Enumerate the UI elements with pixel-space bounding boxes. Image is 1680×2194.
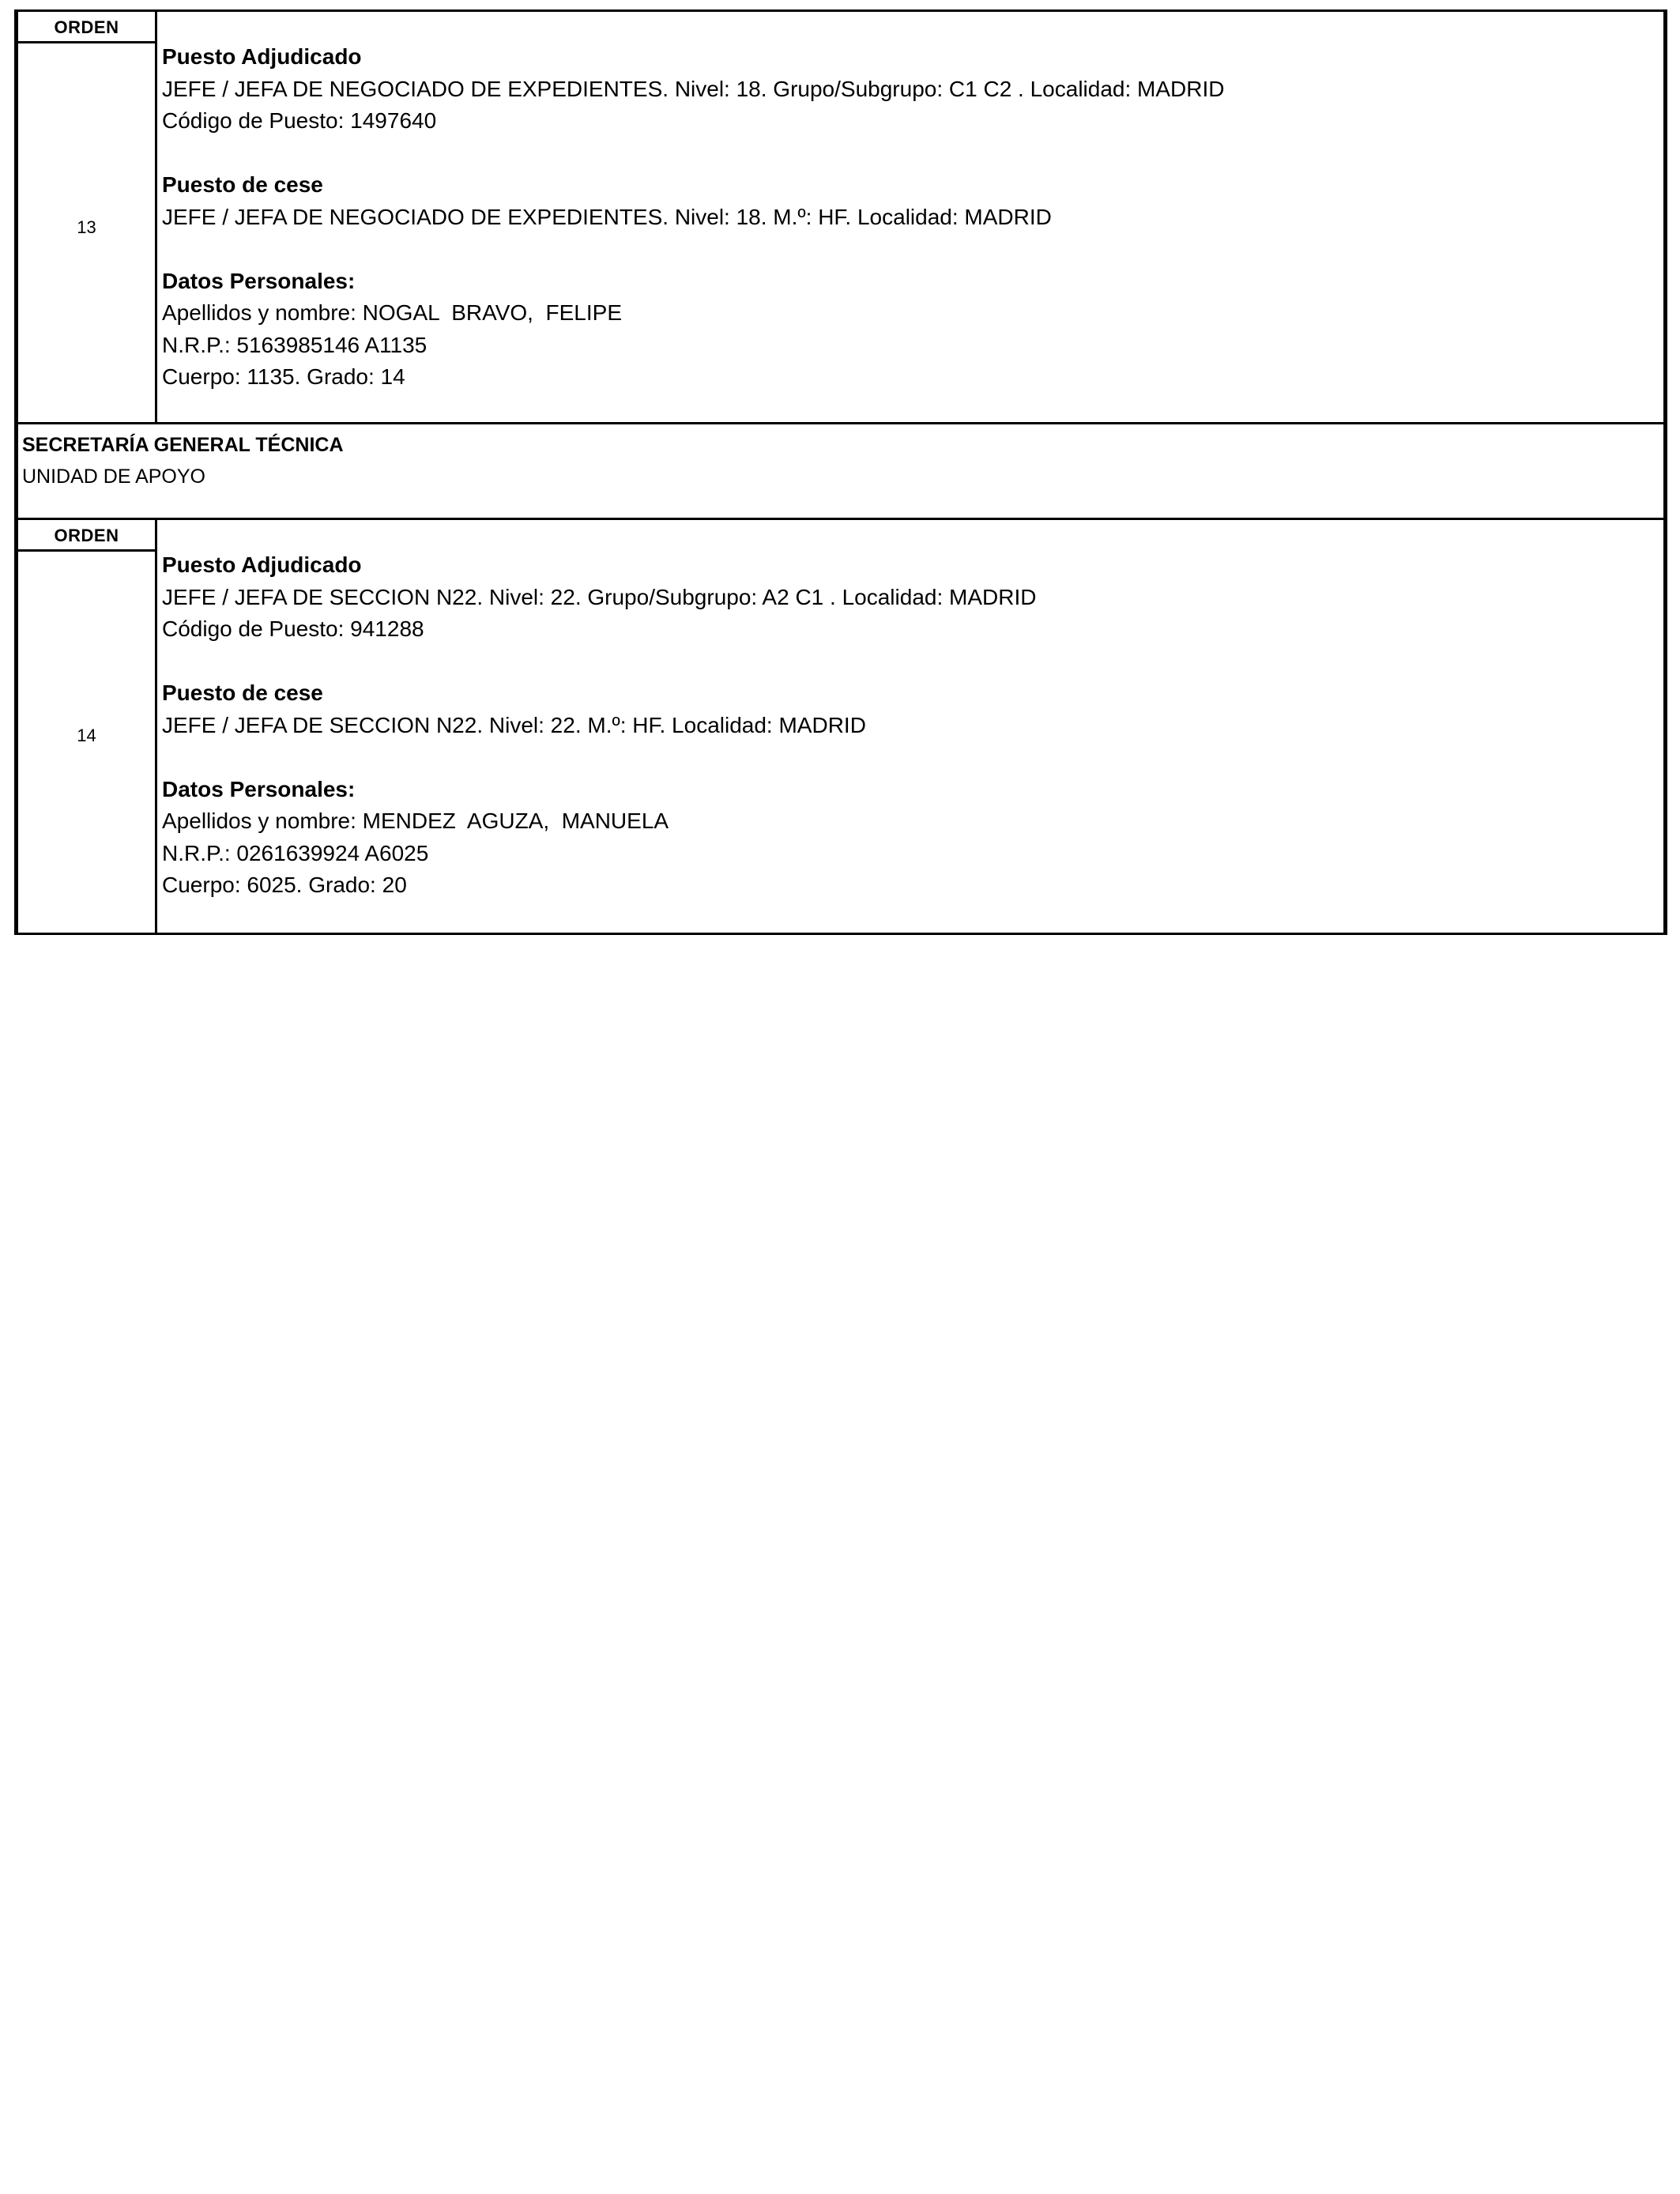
puesto-adjudicado-label: Puesto Adjudicado — [162, 552, 362, 577]
entry-content — [162, 549, 1656, 902]
section-title: SECRETARÍA GENERAL TÉCNICA — [22, 434, 344, 456]
datos-personales-label: Datos Personales: — [162, 268, 356, 293]
codigo-puesto: Código de Puesto: 1497640 — [162, 108, 437, 133]
entry-13 — [18, 9, 1663, 424]
orden-column — [18, 520, 157, 933]
puesto-adjudicado-desc: JEFE / JEFA DE NEGOCIADO DE EXPEDIENTES. Nivel: 18. Grupo/Subgrupo: C1 C2 . Localidad: MADRID — [162, 76, 1225, 101]
section-subtitle: UNIDAD DE APOYO — [22, 466, 205, 488]
orden-column — [18, 12, 157, 422]
orden-number: 13 — [77, 217, 96, 237]
puesto-cese-desc: JEFE / JEFA DE SECCION N22. Nivel: 22. M.º: HF. Localidad: MADRID — [162, 712, 866, 737]
section-header — [18, 424, 1663, 520]
codigo-puesto: Código de Puesto: 941288 — [162, 616, 424, 641]
orden-number: 14 — [77, 726, 96, 745]
apellidos-nombre: Apellidos y nombre: NOGAL BRAVO, FELIPE — [162, 300, 622, 325]
puesto-adjudicado-label: Puesto Adjudicado — [162, 44, 362, 69]
puesto-cese-label: Puesto de cese — [162, 172, 323, 197]
entry-content — [162, 41, 1656, 394]
cuerpo-grado: Cuerpo: 6025. Grado: 20 — [162, 873, 407, 897]
entry-14 — [18, 520, 1663, 935]
cuerpo-grado: Cuerpo: 1135. Grado: 14 — [162, 364, 405, 389]
puesto-cese-label: Puesto de cese — [162, 680, 323, 705]
orden-header: ORDEN — [18, 520, 155, 552]
puesto-cese-desc: JEFE / JEFA DE NEGOCIADO DE EXPEDIENTES. Nivel: 18. M.º: HF. Localidad: MADRID — [162, 204, 1052, 229]
puesto-adjudicado-desc: JEFE / JEFA DE SECCION N22. Nivel: 22. Grupo/Subgrupo: A2 C1 . Localidad: MADRID — [162, 584, 1037, 609]
datos-personales-label: Datos Personales: — [162, 776, 356, 801]
nrp: N.R.P.: 5163985146 A1135 — [162, 332, 428, 357]
orden-header: ORDEN — [18, 12, 155, 43]
nrp: N.R.P.: 0261639924 A6025 — [162, 840, 429, 865]
document-table — [14, 9, 1667, 935]
apellidos-nombre: Apellidos y nombre: MENDEZ AGUZA, MANUELA — [162, 809, 669, 833]
